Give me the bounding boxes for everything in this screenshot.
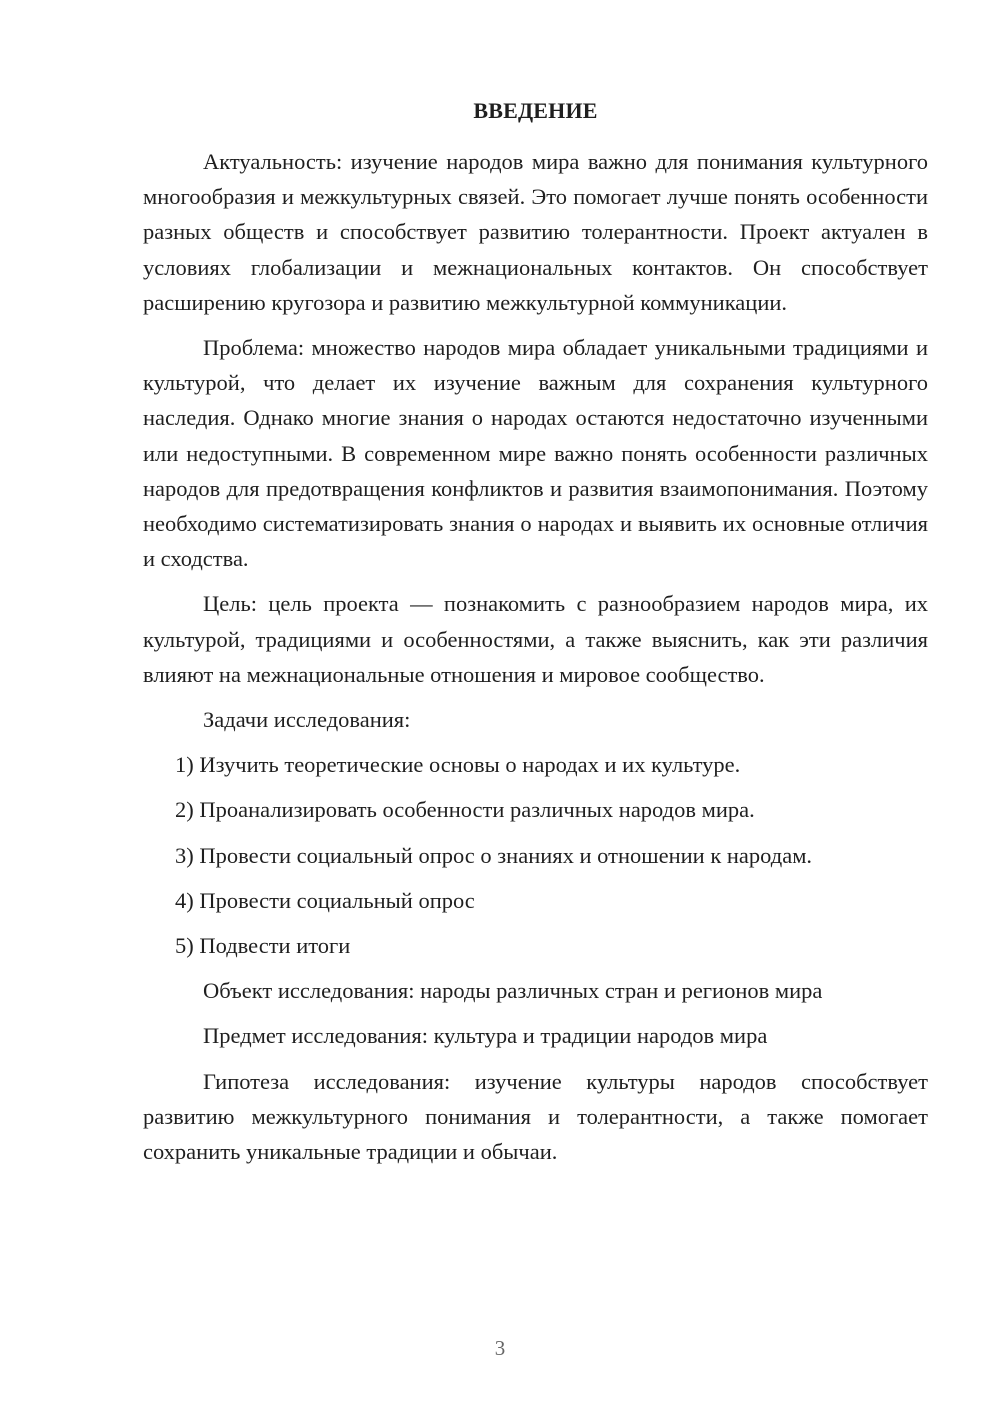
research-subject: Предмет исследования: культура и традиции народов мира [203,1023,768,1049]
research-object: Объект исследования: народы различных стран и регионов мира [203,978,823,1004]
page-number: 3 [494,1336,506,1360]
tasks-heading: Задачи исследования: [203,707,411,733]
task-item: 1) Изучить теоретические основы о народах и их культуре. [175,752,741,778]
page-title: ВВЕДЕНИЕ [473,98,598,123]
task-item: 2) Проанализировать особенности различных народов мира. [175,797,755,823]
task-item: 5) Подвести итоги [175,933,351,959]
goal-paragraph: Цель: цель проекта — познакомить с разнообразием народов мира, их культурой, традициями и особенностями, а также выяснить, как эти различия влияют на межнациональные отношения и мировое сообщество. [143,591,928,687]
task-item: 4) Провести социальный опрос [175,887,475,913]
hypothesis-paragraph: Гипотеза исследования: изучение культуры народов способствует развитию межкультурного понимания и толерантности, а также помогает сохранить уникальные традиции и обычаи. [143,1068,928,1165]
document-body [143,96,928,1179]
task-item: 3) Провести социальный опрос о знаниях и отношении к народам. [175,842,813,868]
relevance-paragraph: Актуальность: изучение народов мира важно для понимания культурного многообразия и межкультурных связей. Это помогает лучше понять особенности разных обществ и способствует развитию толерантности. Проект актуален в условиях глобализации и межнациональных контактов. Он способствует расширению кругозора и развитию межкультурной коммуникации. [143,149,928,315]
problem-paragraph: Проблема: множество народов мира обладает уникальными традициями и культурой, что делает их изучение важным для сохранения культурного наследия. Однако многие знания о народах остаются недостаточно изученными или недоступными. В современном мире важно понять особенности различных народов для предотвращения конфликтов и развития взаимопонимания. Поэтому необходимо систематизировать знания о народах и выявить их основные отличия и сходства. [143,335,928,572]
